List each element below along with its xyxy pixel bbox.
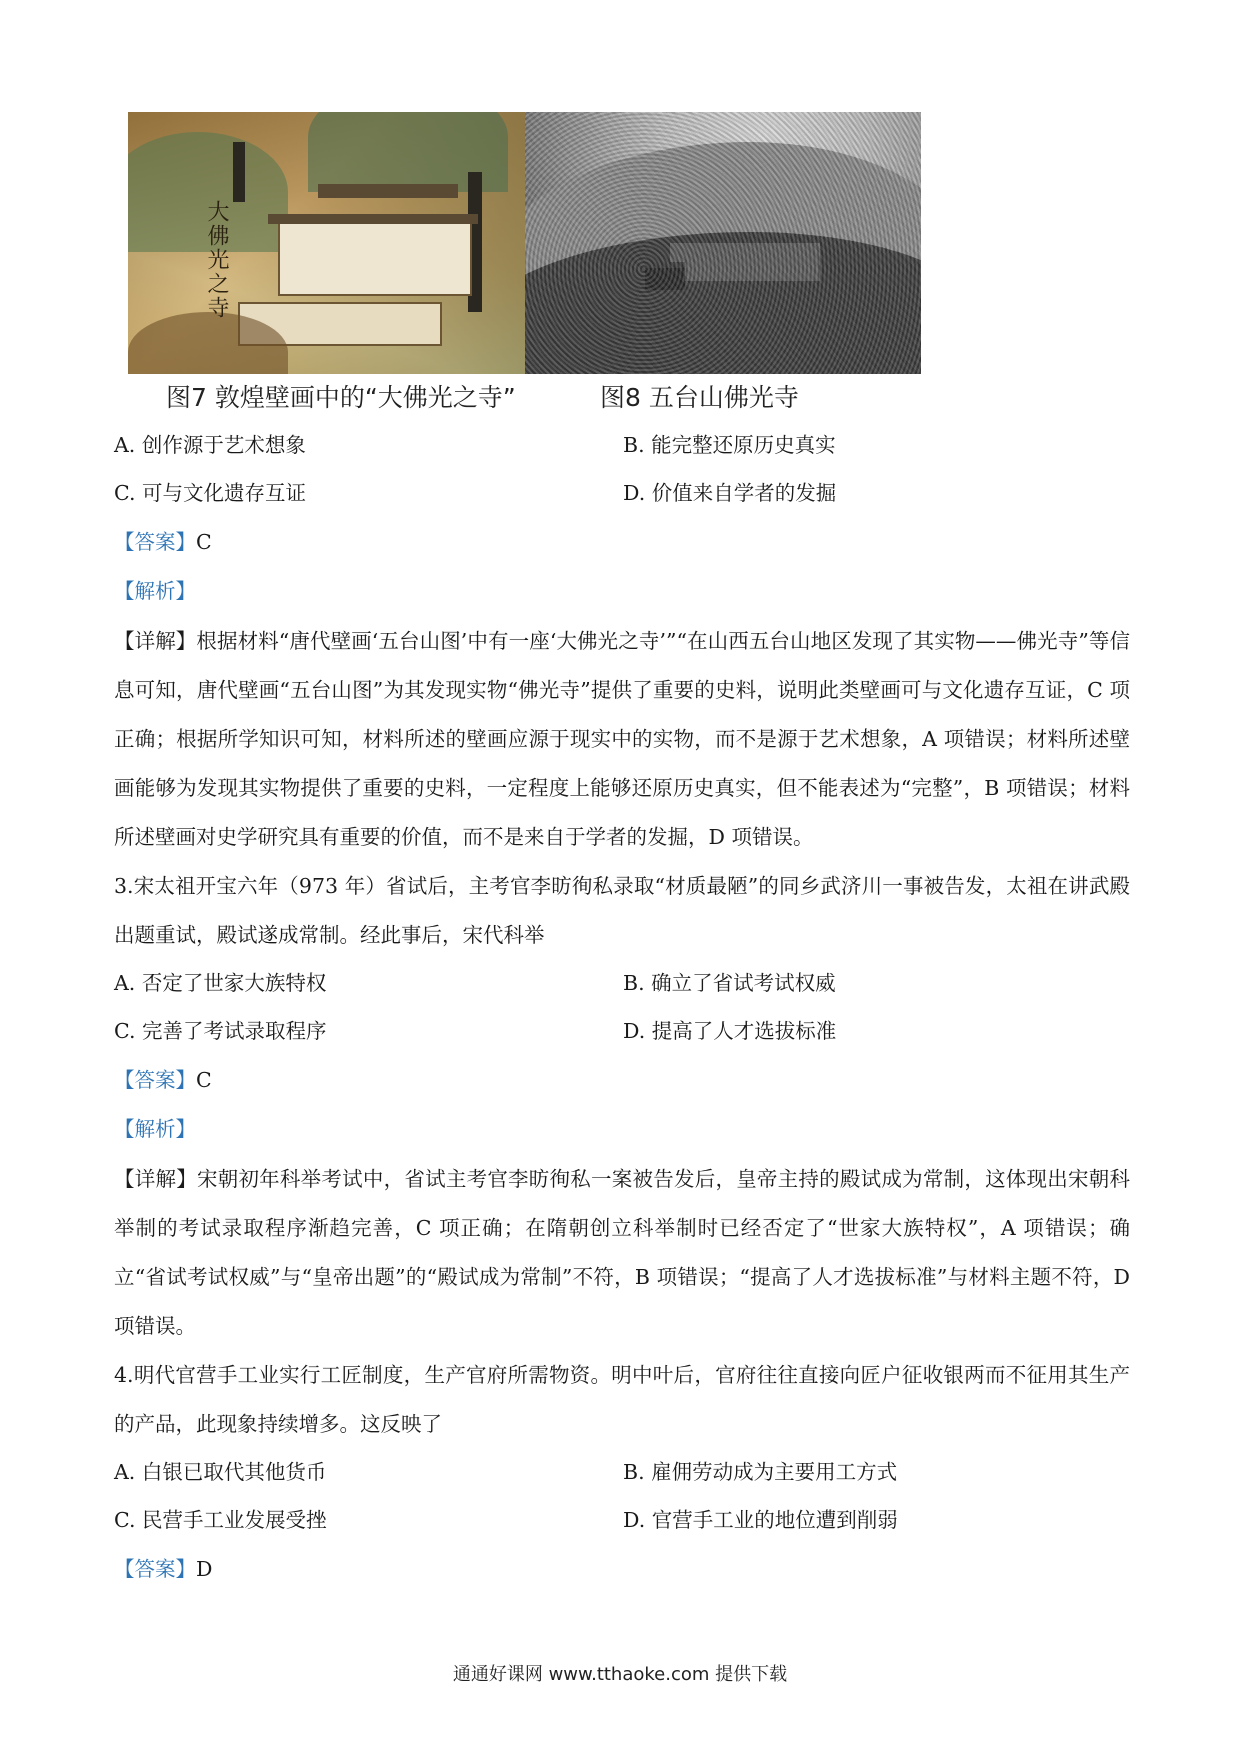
answer-tag: 【答案】 [114,1068,196,1092]
detail-tag: 【详解】 [114,629,197,653]
q3-option-a: A. 否定了世家大族特权 [114,971,327,995]
q4-option-d: D. 官营手工业的地位遭到削弱 [623,1508,898,1532]
analysis-tag: 【解析】 [114,1117,196,1141]
q3-detail [114,1155,1130,1351]
q4-answer [114,1555,212,1583]
detail-text: 根据材料“唐代壁画‘五台山图’中有一座‘大佛光之寺’”“在山西五台山地区发现了其实物——佛光寺”等信息可知，唐代壁画“五台山图”为其发现实物“佛光寺”提供了重要的史料，说明此类壁画可与文化遗存互证，C 项正确；根据所学知识可知，材料所述的壁画应源于现实中的实物，而不是源于艺术想象，A 项错误；材料所述壁画能够为发现其实物提供了重要的史料，一定程度上能够还原历史真实，但不能表述为“完整”，B 项错误；材料所述壁画对史学研究具有重要的价值，而不是来自于学者的发掘，D 项错误。 [114,629,1131,849]
page-footer: 通通好课网 www.tthaoke.com 提供下载 [452,1664,788,1685]
q3-stem: 3.宋太祖开宝六年（973 年）省试后，主考官李昉徇私录取“材质最陋”的同乡武济川一事被告发，太祖在讲武殿出题重试，殿试遂成常制。经此事后，宋代科举 [114,874,1130,947]
q2-analysis-tag [114,577,196,605]
foguang-temple-photo [525,112,921,374]
answer-value: D [196,1557,213,1581]
figure-8-caption: 图8 五台山佛光寺 [600,383,799,412]
q2-option-b: B. 能完整还原历史真实 [623,433,836,457]
dunhuang-mural-image [128,112,525,374]
q3-answer [114,1066,212,1094]
q3-option-d: D. 提高了人才选拔标准 [623,1019,837,1043]
figure-row [128,112,921,374]
detail-text: 宋朝初年科举考试中，省试主考官李昉徇私一案被告发后，皇帝主持的殿试成为常制，这体现出宋朝科举制的考试录取程序渐趋完善，C 项正确；在隋朝创立科举制时已经否定了“世家大族特权”，A 项错误；确立“省试考试权威”与“皇帝出题”的“殿试成为常制”不符，B 项错误；“提高了人才选拔标准”与材料主题不符，D 项错误。 [114,1167,1131,1338]
q3-option-c: C. 完善了考试录取程序 [114,1019,327,1043]
q4-option-c: C. 民营手工业发展受挫 [114,1508,327,1532]
mural-calligraphy: 大佛光之寺 [204,200,229,320]
q2-detail [114,617,1130,862]
q4-stem: 4.明代官营手工业实行工匠制度，生产官府所需物资。明中叶后，官府往往直接向匠户征收银两而不征用其生产的产品，此现象持续增多。这反映了 [114,1363,1130,1436]
q2-option-c: C. 可与文化遗存互证 [114,481,306,505]
q2-answer [114,528,212,556]
answer-tag: 【答案】 [114,530,196,554]
answer-value: C [196,530,212,554]
figure-captions [160,378,860,414]
q2-option-a: A. 创作源于艺术想象 [114,433,306,457]
q4-option-b: B. 雇佣劳动成为主要用工方式 [623,1460,898,1484]
detail-tag: 【详解】 [114,1167,197,1191]
answer-tag: 【答案】 [114,1557,196,1581]
answer-value: C [196,1068,212,1092]
figure-7-caption: 图7 敦煌壁画中的“大佛光之寺” [166,383,516,412]
q4-option-a: A. 白银已取代其他货币 [114,1460,327,1484]
q3-option-b: B. 确立了省试考试权威 [623,971,836,995]
q2-option-d: D. 价值来自学者的发掘 [623,481,837,505]
analysis-tag: 【解析】 [114,579,196,603]
q3-analysis-tag [114,1115,196,1143]
